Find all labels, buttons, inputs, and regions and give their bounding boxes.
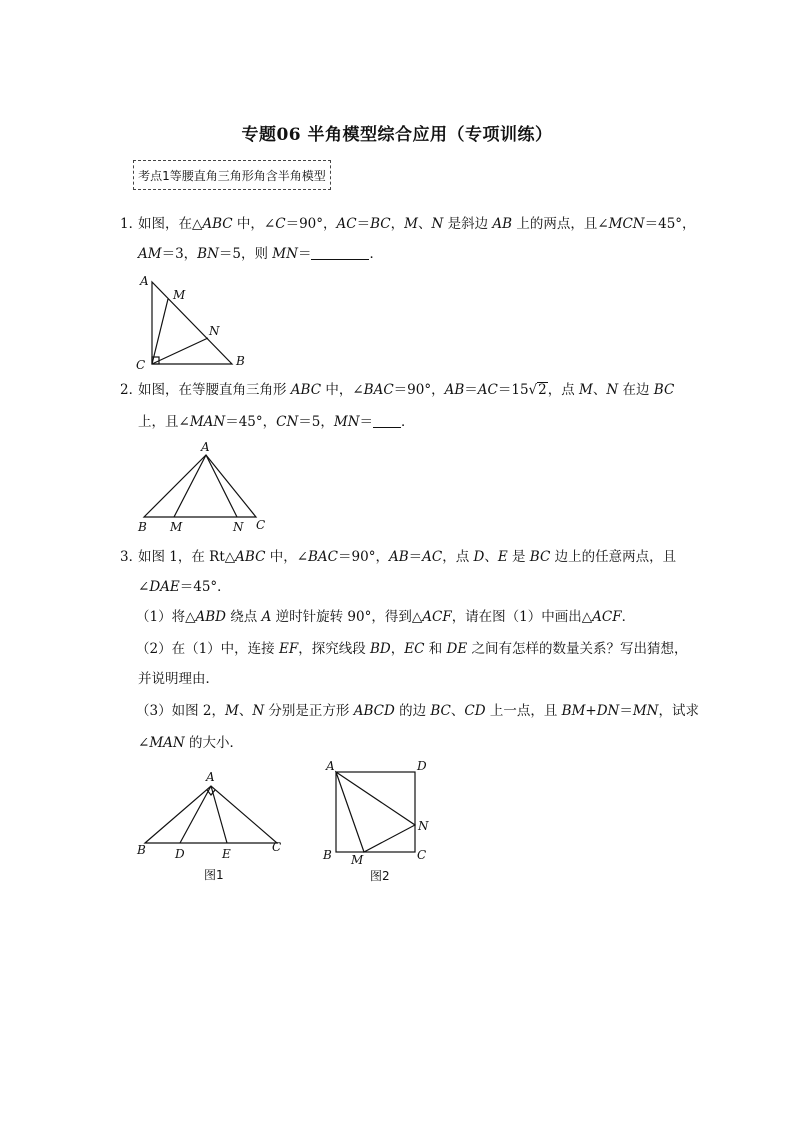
q3-text: 边上的任意两点，且 xyxy=(550,549,677,565)
q3-text: ，试求 xyxy=(658,703,699,719)
answer-blank[interactable] xyxy=(311,245,369,260)
q2-math: CN xyxy=(276,414,299,430)
q1-math: MN xyxy=(272,246,298,262)
q1-math: AM xyxy=(138,246,162,262)
q1-math: N xyxy=(431,216,444,232)
q1-math: C xyxy=(275,216,286,232)
q3-text: 是 xyxy=(507,549,530,565)
q2-text: ． xyxy=(401,414,415,430)
q3-text: 的大小． xyxy=(184,735,243,751)
q2-number: 2． xyxy=(120,382,143,398)
q3-math: DAE xyxy=(149,579,180,595)
q3-text: ， xyxy=(390,641,405,657)
q2-math: BAC xyxy=(363,382,394,398)
q3-text: 如图 1，在 Rt△ xyxy=(138,549,236,565)
q3-text: 中，∠ xyxy=(265,549,309,565)
q3-part1 xyxy=(136,607,635,627)
segment-cm xyxy=(152,299,168,364)
q1-math: BN xyxy=(197,246,219,262)
q2-text: ＝45°， xyxy=(225,414,277,430)
q1-text: ， xyxy=(390,216,405,232)
q3-math: BD xyxy=(370,641,391,657)
label-c: C xyxy=(256,518,266,532)
square-abcd xyxy=(336,772,415,852)
answer-blank[interactable] xyxy=(373,413,401,428)
q2-math: ABC xyxy=(290,382,322,398)
label-c: C xyxy=(136,358,146,372)
q3-number: 3． xyxy=(120,549,143,565)
q3-text: 、 xyxy=(484,549,498,565)
q3-figure-2 xyxy=(318,756,438,886)
q1-text: 如图，在△ xyxy=(138,216,203,232)
q1-text: 是斜边 xyxy=(443,216,493,232)
q2-text: ，点 xyxy=(547,382,580,398)
segment-ad xyxy=(180,786,211,843)
q3-text: 、 xyxy=(238,703,253,719)
q2-math: AB xyxy=(444,382,465,398)
q1-text: ． xyxy=(369,246,383,262)
q2-line2 xyxy=(138,412,415,432)
q2-text: ＝ xyxy=(464,382,478,398)
q3-text: ，点 xyxy=(442,549,474,565)
q3-math: BC xyxy=(529,549,551,565)
q1-figure xyxy=(130,272,260,372)
q2-math: MAN xyxy=(189,414,226,430)
q3-math: BAC xyxy=(308,549,339,565)
q1-math: AB xyxy=(492,216,513,232)
q2-text: ＝15 xyxy=(497,382,529,398)
q3-text: 逆时针旋转 90°，得到△ xyxy=(271,609,423,625)
q3-math: AB xyxy=(388,549,409,565)
q3-math: ABD xyxy=(195,609,226,625)
label-d: D xyxy=(417,759,427,773)
label-c: C xyxy=(417,848,427,862)
label-d: D xyxy=(175,847,185,861)
q1-math: AC xyxy=(336,216,357,232)
q3-math: BC xyxy=(430,703,451,719)
label-m: M xyxy=(170,520,183,534)
sqrt-symbol: √ xyxy=(528,382,538,398)
q2-math: AC xyxy=(477,382,498,398)
q3-math: DE xyxy=(446,641,468,657)
q2-text: 上，且∠ xyxy=(138,414,190,430)
q3-math: ACF xyxy=(592,609,622,625)
label-a: A xyxy=(206,770,215,784)
figure-1-caption: 图1 xyxy=(204,868,224,882)
q1-text: 、 xyxy=(417,216,432,232)
q3-text: 之间有怎样的数量关系？写出猜想， xyxy=(467,641,688,657)
label-b: B xyxy=(138,520,147,534)
label-b: B xyxy=(137,843,146,857)
q1-line1 xyxy=(120,214,696,234)
q3-math: N xyxy=(252,703,265,719)
figure-2-caption: 图2 xyxy=(370,869,390,883)
q2-text: 、 xyxy=(592,382,607,398)
q3-text: 、 xyxy=(450,703,465,719)
q3-text: （2）在（1）中，连接 xyxy=(136,641,279,657)
q3-math: CD xyxy=(464,703,486,719)
q3-text: ． xyxy=(621,609,636,625)
q3-text: （3）如图 2， xyxy=(136,703,225,719)
q1-text: 中，∠ xyxy=(232,216,276,232)
q3-part2 xyxy=(136,639,688,659)
label-m: M xyxy=(173,288,186,302)
q3-math: E xyxy=(497,549,508,565)
q2-text: 如图，在等腰直角三角形 xyxy=(138,382,291,398)
q1-number: 1． xyxy=(120,216,143,232)
q3-figure-1 xyxy=(130,764,290,894)
q3-text: ＝45°． xyxy=(179,579,231,595)
q3-math: EF xyxy=(278,641,299,657)
q1-text: ＝3， xyxy=(161,246,198,262)
q1-math: ABC xyxy=(202,216,233,232)
label-b: B xyxy=(323,848,332,862)
q3-math: M xyxy=(224,703,239,719)
label-n: N xyxy=(209,324,220,338)
q3-line1 xyxy=(120,547,676,567)
q3-line2 xyxy=(138,577,231,597)
q3-text: ＝ xyxy=(619,703,633,719)
label-a: A xyxy=(140,274,149,288)
q1-text: 上的两点，且∠ xyxy=(512,216,609,232)
q2-figure xyxy=(132,438,282,538)
q1-math: M xyxy=(404,216,418,232)
q3-text: 的边 xyxy=(394,703,431,719)
q1-text: ＝45°， xyxy=(644,216,696,232)
q3-text: ，请在图（1）中画出△ xyxy=(451,609,593,625)
q3-text: 绕点 xyxy=(225,609,262,625)
q3-part3-line2 xyxy=(138,733,243,753)
q2-math: M xyxy=(579,382,593,398)
q3-math: AC xyxy=(422,549,443,565)
q1-math: BC xyxy=(370,216,391,232)
topic-box: 考点1等腰直角三角形角含半角模型 xyxy=(133,160,331,190)
q2-text: ＝90°， xyxy=(393,382,445,398)
q3-math: MAN xyxy=(149,735,185,751)
q3-math: D xyxy=(473,549,485,565)
q3-text: ∠ xyxy=(138,735,150,751)
q3-math: BM+DN xyxy=(561,703,620,719)
q3-math: EC xyxy=(404,641,425,657)
q3-math: A xyxy=(261,609,272,625)
q2-text: ＝ xyxy=(359,414,374,430)
q3-math: MN xyxy=(632,703,659,719)
label-a: A xyxy=(201,440,210,454)
q3-text: 和 xyxy=(424,641,447,657)
label-e: E xyxy=(222,847,231,861)
label-m: M xyxy=(351,853,364,867)
q2-text: ＝5， xyxy=(298,414,334,430)
q1-line2 xyxy=(138,244,383,264)
triangle-amn xyxy=(336,772,415,852)
q3-math: ABCD xyxy=(353,703,395,719)
q2-math: MN xyxy=(333,414,360,430)
q3-part3 xyxy=(136,701,699,721)
segment-an xyxy=(206,455,237,517)
q2-line1 xyxy=(120,380,674,400)
q2-text: 在边 xyxy=(618,382,654,398)
label-a: A xyxy=(326,759,335,773)
q1-text: ＝90°， xyxy=(285,216,337,232)
page-title: 专题06 半角模型综合应用（专项训练） xyxy=(241,125,553,145)
label-n: N xyxy=(418,819,429,833)
segment-am xyxy=(174,455,206,517)
q1-text: ＝5，则 xyxy=(218,246,273,262)
q3-math: ABC xyxy=(235,549,266,565)
q3-text: ，探究线段 xyxy=(298,641,371,657)
q1-math: MCN xyxy=(608,216,645,232)
q3-text: 上一点，且 xyxy=(485,703,562,719)
sqrt-radicand: 2 xyxy=(538,382,547,398)
q2-text: 中，∠ xyxy=(321,382,364,398)
q2-math: BC xyxy=(653,382,675,398)
triangle-abc xyxy=(144,455,256,517)
q1-text: ＝ xyxy=(297,246,312,262)
label-n: N xyxy=(233,520,244,534)
triangle-abc xyxy=(152,282,232,364)
segment-ae xyxy=(211,786,227,843)
q1-text: ＝ xyxy=(356,216,371,232)
segment-cn xyxy=(152,338,208,364)
q3-text: ＝ xyxy=(408,549,423,565)
q3-math: ACF xyxy=(422,609,452,625)
q3-text: ∠ xyxy=(138,579,150,595)
label-b: B xyxy=(236,354,245,368)
q3-part2-line2: 并说明理由． xyxy=(138,671,219,687)
label-c: C xyxy=(272,840,282,854)
q3-text: （1）将△ xyxy=(136,609,196,625)
q3-text: ＝90°， xyxy=(338,549,389,565)
q3-text: 分别是正方形 xyxy=(264,703,354,719)
q2-math: N xyxy=(606,382,619,398)
